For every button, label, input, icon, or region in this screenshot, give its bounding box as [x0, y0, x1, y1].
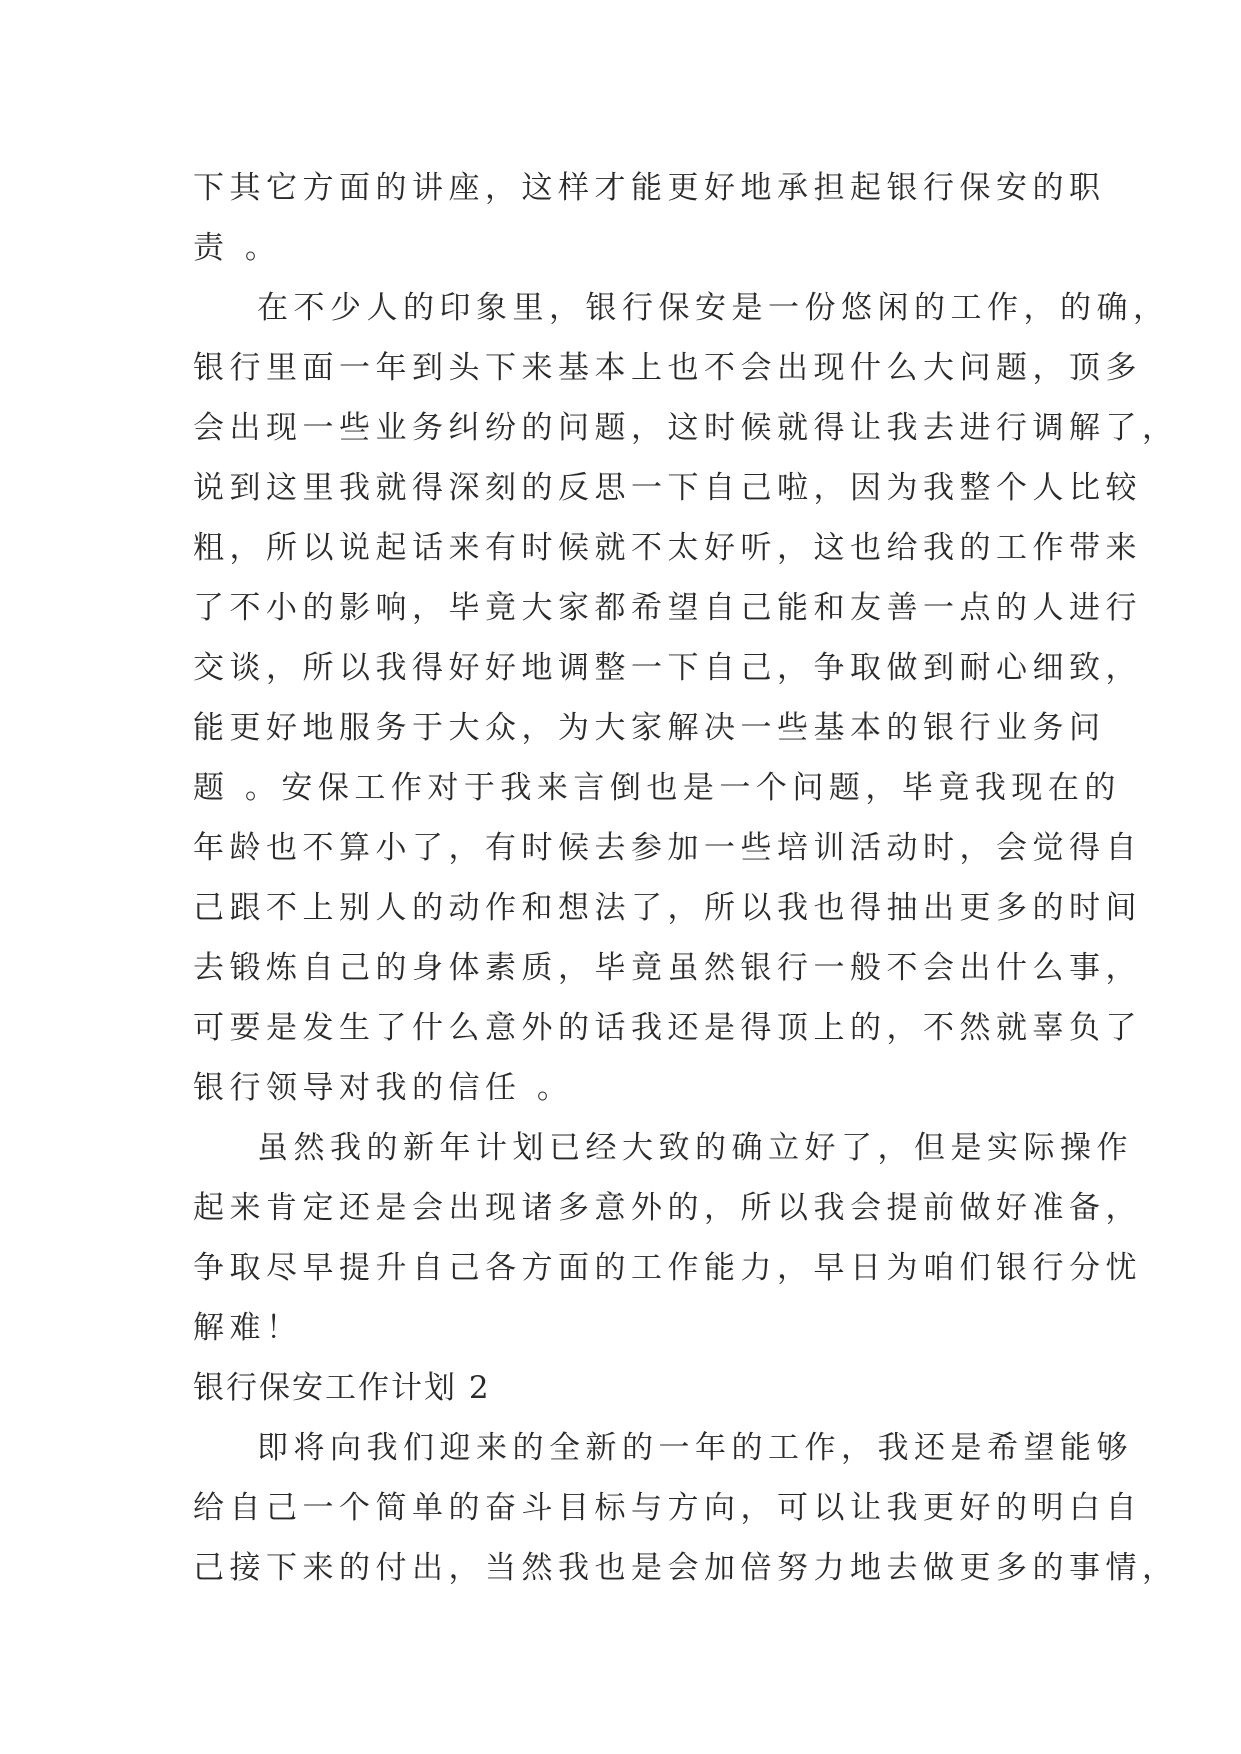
- text-line: 给自己一个简单的奋斗目标与方向，可以让我更好的明白自: [193, 1490, 1142, 1526]
- text-line: 在不少人的印象里，银行保安是一份悠闲的工作，的确，: [257, 290, 1170, 326]
- text-line: 交谈，所以我得好好地调整一下自己，争取做到耐心细致，: [193, 650, 1142, 686]
- text-line: 了不小的影响，毕竟大家都希望自己能和友善一点的人进行: [193, 590, 1142, 626]
- paragraph-1-continuation: [193, 158, 1106, 278]
- text-line: 己接下来的付出，当然我也是会加倍努力地去做更多的事情，: [193, 1550, 1179, 1586]
- document-body: [193, 158, 1179, 1598]
- text-line: 题 。安保工作对于我来言倒也是一个问题，毕竟我现在的: [193, 770, 1121, 806]
- text-line: 责 。: [193, 230, 282, 266]
- paragraph-3: [193, 1118, 1142, 1358]
- text-line: 解难！: [193, 1310, 303, 1346]
- text-line: 去锻炼自己的身体素质，毕竟虽然银行一般不会出什么事，: [193, 950, 1142, 986]
- text-line: 可要是发生了什么意外的话我还是得顶上的，不然就辜负了: [193, 1010, 1142, 1046]
- paragraph-4: [193, 1418, 1179, 1598]
- text-line: 粗，所以说起话来有时候就不太好听，这也给我的工作带来: [193, 530, 1142, 566]
- text-line: 会出现一些业务纠纷的问题，这时候就得让我去进行调解了，: [193, 410, 1179, 446]
- text-line: 下其它方面的讲座，这样才能更好地承担起银行保安的职: [193, 170, 1106, 206]
- text-line: 银行领导对我的信任 。: [193, 1070, 574, 1106]
- section-heading: 银行保安工作计划 2: [193, 1370, 491, 1406]
- text-line: 争取尽早提升自己各方面的工作能力，早日为咱们银行分忧: [193, 1250, 1142, 1286]
- text-line: 即将向我们迎来的全新的一年的工作，我还是希望能够: [257, 1430, 1133, 1466]
- text-line: 说到这里我就得深刻的反思一下自己啦，因为我整个人比较: [193, 470, 1142, 506]
- text-line: 能更好地服务于大众，为大家解决一些基本的银行业务问: [193, 710, 1106, 746]
- text-line: 年龄也不算小了，有时候去参加一些培训活动时，会觉得自: [193, 830, 1142, 866]
- text-line: 银行里面一年到头下来基本上也不会出现什么大问题，顶多: [193, 350, 1142, 386]
- text-line: 虽然我的新年计划已经大致的确立好了，但是实际操作: [257, 1130, 1133, 1166]
- text-line: 起来肯定还是会出现诸多意外的，所以我会提前做好准备，: [193, 1190, 1142, 1226]
- text-line: 己跟不上别人的动作和想法了，所以我也得抽出更多的时间: [193, 890, 1142, 926]
- paragraph-2: [193, 278, 1179, 1118]
